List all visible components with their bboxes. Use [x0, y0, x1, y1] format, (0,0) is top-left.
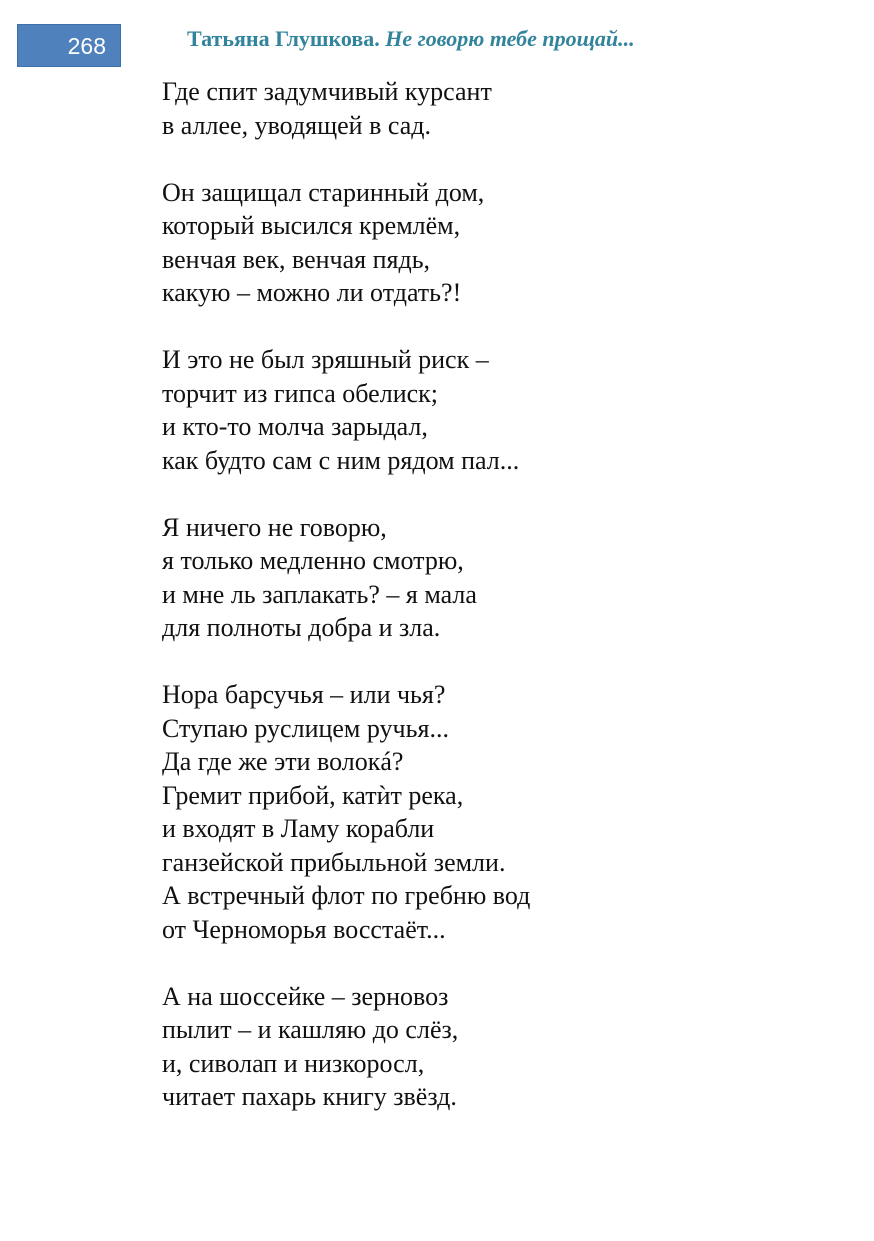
poem-line: Да где же эти волокá? — [162, 747, 404, 776]
stanza — [162, 678, 782, 946]
page-number: 268 — [67, 33, 106, 59]
poem-line: торчит из гипса обелиск; — [162, 378, 439, 408]
poem-line: и входят в Ламу корабли — [162, 814, 435, 843]
poem-line: для полноты добра и зла. — [162, 613, 441, 642]
page-number-badge — [17, 24, 121, 67]
poem-line: и мне ль заплакать? – я мала — [162, 579, 477, 609]
poem-line: от Черноморья восстаёт... — [162, 914, 446, 944]
poem-line: Гремит прибой, катѝт река, — [162, 780, 464, 810]
poem-line: в аллее, уводящей в сад. — [162, 110, 431, 140]
poem-line: А встречный флот по гребню вод — [162, 881, 531, 910]
poem-line: читает пахарь книгу звёзд. — [162, 1082, 457, 1111]
stanza — [162, 980, 782, 1114]
poem-line: А на шоссейке – зерновоз — [162, 981, 449, 1011]
stanza — [162, 176, 782, 310]
poem-line: Я ничего не говорю, — [162, 512, 387, 542]
poem-line: Ступаю руслицем ручья... — [162, 713, 449, 743]
poem-body — [162, 75, 782, 1147]
header-author: Татьяна Глушкова. — [187, 26, 380, 51]
poem-line: который высился кремлём, — [162, 211, 461, 240]
poem-line: Нора барсучья – или чья? — [162, 680, 446, 709]
stanza — [162, 75, 782, 142]
poem-line: какую – можно ли отдать?! — [162, 278, 462, 307]
poem-line: ганзейской прибыльной земли. — [162, 847, 506, 877]
poem-line: И это не был зряшный риск – — [162, 345, 489, 374]
running-header — [187, 26, 635, 52]
poem-line: и, сиволап и низкоросл, — [162, 1048, 425, 1078]
stanza — [162, 343, 782, 477]
poem-line: я только медленно смотрю, — [162, 546, 464, 575]
stanza — [162, 511, 782, 645]
poem-line: венчая век, венчая пядь, — [162, 244, 431, 274]
poem-line: и кто-то молча зарыдал, — [162, 412, 428, 441]
poem-line: как будто сам с ним рядом пал... — [162, 445, 520, 475]
poem-line: пылит – и кашляю до слёз, — [162, 1015, 459, 1044]
poem-line: Где спит задумчивый курсант — [162, 77, 492, 106]
poem-line: Он защищал старинный дом, — [162, 177, 485, 207]
header-title: Не говорю тебе прощай... — [385, 26, 635, 51]
